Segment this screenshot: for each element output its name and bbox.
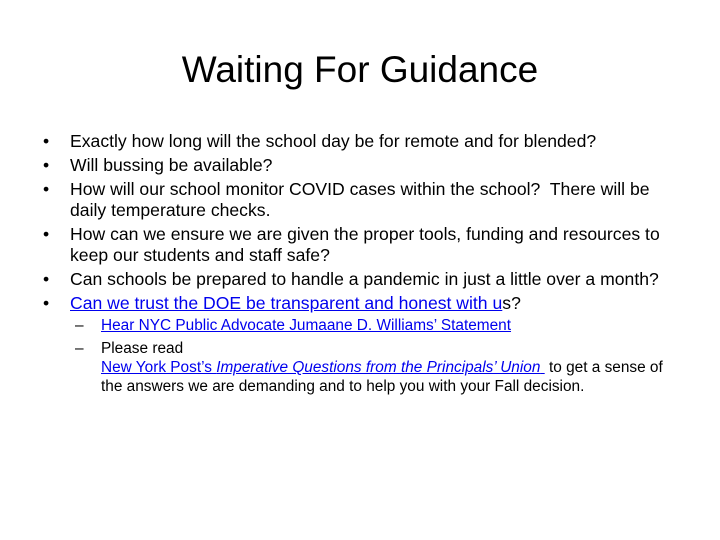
bullet-marker: • xyxy=(43,155,50,175)
sub-bullet-tail-text: to get a sense of the answers we are demanding and to help you with your Fall decision. xyxy=(101,359,663,395)
bullet-text: Exactly how long will the school day be for remote and for blended? xyxy=(70,131,597,151)
please-read-text: Please read xyxy=(101,340,184,357)
bullet-item-trust xyxy=(43,293,683,396)
slide-title: Waiting For Guidance xyxy=(181,49,539,90)
bullet-text: Can schools be prepared to handle a pandemic in just a little over a month? xyxy=(70,269,659,289)
sub-bullet-list xyxy=(70,316,683,396)
sub-bullet-item xyxy=(70,339,683,396)
bullet-list xyxy=(43,131,683,400)
principals-union-link[interactable] xyxy=(101,359,545,376)
dash-marker: – xyxy=(75,317,84,334)
bullet-item xyxy=(43,179,683,221)
post-link-text: New York Post’s xyxy=(101,359,217,376)
bullet-text: How will our school monitor COVID cases within the school? There will be daily temperature checks. xyxy=(70,179,650,220)
sub-bullet-item xyxy=(70,316,683,335)
bullet-marker: • xyxy=(43,224,50,244)
trust-doe-tail: s? xyxy=(502,293,521,313)
advocate-statement-link[interactable]: Hear NYC Public Advocate Jumaane D. Williams’ Statement xyxy=(101,317,512,334)
bullet-marker: • xyxy=(43,269,50,289)
trust-doe-link[interactable]: Can we trust the DOE be transparent and honest with u xyxy=(70,293,503,313)
bullet-marker: • xyxy=(43,179,50,199)
bullet-marker: • xyxy=(43,131,50,151)
dash-marker: – xyxy=(75,340,84,357)
bullet-item xyxy=(43,224,683,266)
bullet-item xyxy=(43,155,683,176)
bullet-text: How can we ensure we are given the proper tools, funding and resources to keep our students and staff safe? xyxy=(70,224,660,265)
post-link-italic-text: Imperative Questions from the Principals’ Union xyxy=(216,359,541,376)
bullet-marker: • xyxy=(43,293,50,313)
bullet-text: Will bussing be available? xyxy=(70,155,273,175)
bullet-item xyxy=(43,269,683,290)
bullet-item xyxy=(43,131,683,152)
